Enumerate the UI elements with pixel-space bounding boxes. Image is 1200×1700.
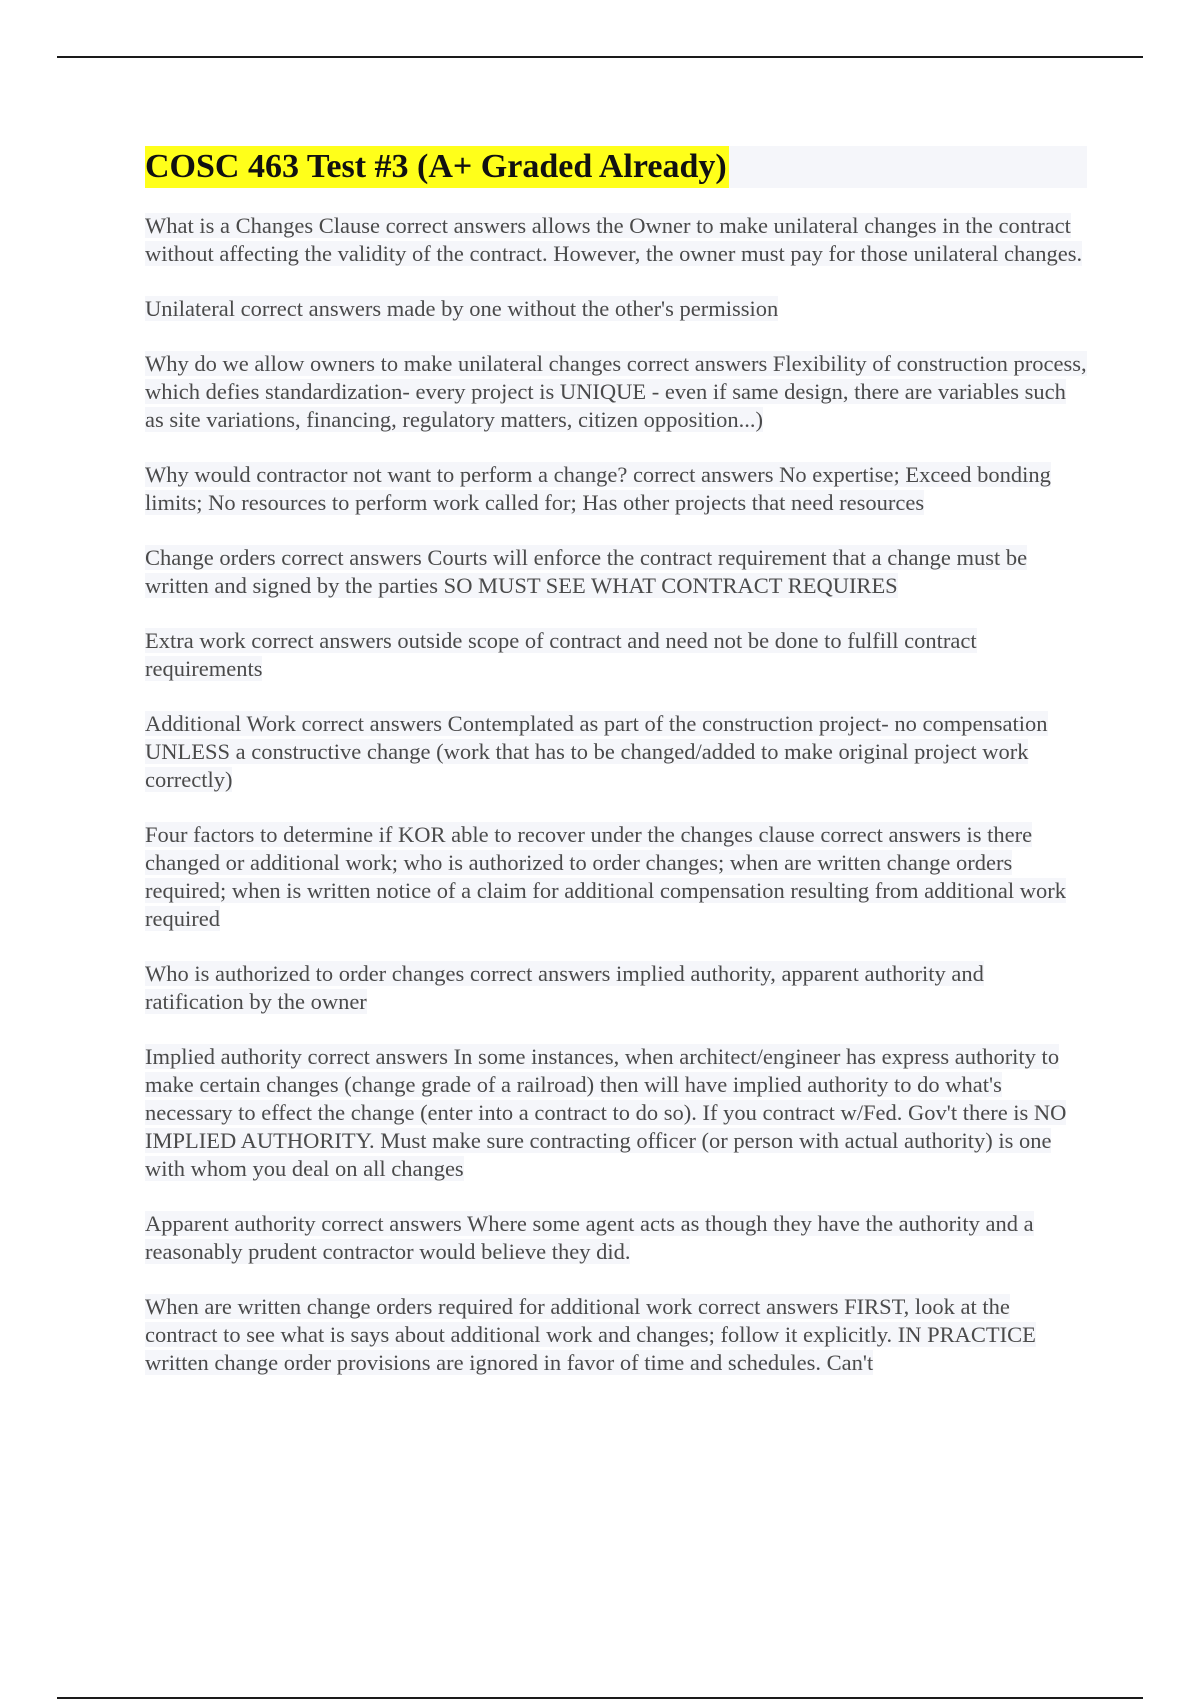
qa-entry: What is a Changes Clause correct answers allows the Owner to make unilateral changes in the contract without affecting the validity of the contract. However, the owner must pay for those unilateral changes. bbox=[145, 213, 1083, 266]
qa-entry: Who is authorized to order changes correct answers implied authority, apparent authority and ratification by the owner bbox=[145, 961, 984, 1014]
qa-entry: Extra work correct answers outside scope of contract and need not be done to fulfill contract requirements bbox=[145, 628, 977, 681]
title-row bbox=[145, 146, 1087, 188]
document-body bbox=[145, 146, 1087, 1404]
header-rule bbox=[57, 56, 1143, 58]
qa-entry: Implied authority correct answers In some instances, when architect/engineer has express authority to make certain changes (change grade of a railroad) then will have implied authority to do what's necessary to effect the change (enter into a contract to do so). If you contract w/Fed. Gov't there is NO IMPLIED AUTHORITY. Must make sure contracting officer (or person with actual authority) is one with whom you deal on all changes bbox=[145, 1044, 1067, 1181]
qa-entry: Additional Work correct answers Contemplated as part of the construction project- no compensation UNLESS a constructive change (work that has to be changed/added to make original project work correctly) bbox=[145, 711, 1048, 792]
qa-entry: Why would contractor not want to perform a change? correct answers No expertise; Exceed bonding limits; No resources to perform work called for; Has other projects that need resources bbox=[145, 462, 1051, 515]
document-title: COSC 463 Test #3 (A+ Graded Already) bbox=[145, 146, 729, 188]
qa-entry: Apparent authority correct answers Where some agent acts as though they have the authority and a reasonably prudent contractor would believe they did. bbox=[145, 1211, 1034, 1264]
qa-entry: Unilateral correct answers made by one without the other's permission bbox=[145, 296, 779, 321]
qa-entry: When are written change orders required for additional work correct answers FIRST, look at the contract to see what is says about additional work and changes; follow it explicitly. IN PRACTICE written change order provisions are ignored in favor of time and schedules. Can't bbox=[145, 1294, 1036, 1375]
qa-entry: Change orders correct answers Courts will enforce the contract requirement that a change must be written and signed by the parties SO MUST SEE WHAT CONTRACT REQUIRES bbox=[145, 545, 1028, 598]
qa-entry: Why do we allow owners to make unilateral changes correct answers Flexibility of construction process, which defies standardization- every project is UNIQUE - even if same design, there are variables such as site variations, financing, regulatory matters, citizen opposition...) bbox=[145, 351, 1087, 432]
footer-rule bbox=[57, 1697, 1143, 1699]
qa-entry: Four factors to determine if KOR able to recover under the changes clause correct answers is there changed or additional work; who is authorized to order changes; when are written change orders required; when is written notice of a claim for additional compensation resulting from additional work required bbox=[145, 822, 1066, 931]
